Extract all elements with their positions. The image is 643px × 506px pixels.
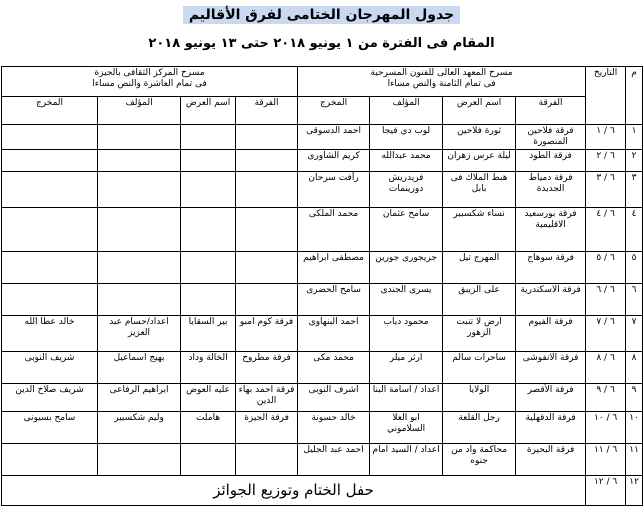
row-number: ٢ [626, 150, 643, 172]
row-date: ٦ / ٨ [586, 352, 626, 384]
show-cell: هبط الملاك فى بابل [443, 172, 516, 208]
row-date: ٦ / ٩ [586, 384, 626, 412]
show-cell: محاكمة واد من جنوه [443, 444, 516, 476]
show-2-cell: بير السقايا [181, 316, 236, 352]
author-cell: اعداد / السيد امام [370, 444, 443, 476]
director-2-cell: شريف النوبى [2, 352, 98, 384]
show-2-cell [181, 150, 236, 172]
show-2-cell [181, 208, 236, 252]
table-row [2, 412, 643, 444]
venue-header-row [2, 67, 643, 97]
author-2-cell [98, 150, 181, 172]
header-director-2: المخرج [2, 97, 98, 125]
show-2-cell: الخالة وداد [181, 352, 236, 384]
author-cell: يسرى الجندى [370, 284, 443, 316]
troupe-cell: فرقة البحيرة [516, 444, 586, 476]
troupe-2-cell: فرقة كوم امبو [236, 316, 298, 352]
troupe-2-cell [236, 150, 298, 172]
show-cell: ثورة فلاحين [443, 125, 516, 150]
director-cell: خالد حسونة [298, 412, 370, 444]
document-title: جدول المهرجان الختامى لفرق الأقاليم [183, 6, 460, 24]
document-subtitle: المقام فى الفترة من ١ يونيو ٢٠١٨ حتى ١٣ يونيو ٢٠١٨ [148, 36, 495, 51]
column-header-row [2, 97, 643, 125]
row-date: ٦ / ١ [586, 125, 626, 150]
director-2-cell [2, 150, 98, 172]
title-wrap [0, 4, 643, 24]
author-cell: سامح عثمان [370, 208, 443, 252]
table-row [2, 352, 643, 384]
author-2-cell: بهيج اسماعيل [98, 352, 181, 384]
troupe-cell: فرقة الطود [516, 150, 586, 172]
row-date: ٦ / ١٢ [586, 476, 626, 506]
show-2-cell [181, 444, 236, 476]
header-num: م [626, 67, 643, 125]
author-cell: ارثر ميلر [370, 352, 443, 384]
director-cell: مصطفى ابراهيم [298, 252, 370, 284]
header-author-2: المؤلف [98, 97, 181, 125]
header-show: اسم العرض [443, 97, 516, 125]
director-cell: احمد الدسوقى [298, 125, 370, 150]
closing-ceremony: حفل الختام وتوزيع الجوائز [2, 476, 586, 506]
author-2-cell: ابراهيم الرفاعى [98, 384, 181, 412]
troupe-cell: فرقة الدقهلية [516, 412, 586, 444]
row-date: ٦ / ٤ [586, 208, 626, 252]
troupe-2-cell [236, 444, 298, 476]
director-cell: محمد الملكى [298, 208, 370, 252]
author-cell: فريدريش دورينمات [370, 172, 443, 208]
show-2-cell [181, 125, 236, 150]
troupe-cell: فرقة الانفوشى [516, 352, 586, 384]
table-row [2, 150, 643, 172]
author-2-cell [98, 172, 181, 208]
venue-2-time: فى تمام العاشرة والنص مساءا [92, 79, 207, 89]
author-cell: ابو العلا السلاموني [370, 412, 443, 444]
author-2-cell [98, 284, 181, 316]
show-cell: ليلة عرس زهران [443, 150, 516, 172]
troupe-cell: فرقة الاسكندرية [516, 284, 586, 316]
header-director: المخرج [298, 97, 370, 125]
director-cell: رأفت سرحان [298, 172, 370, 208]
table-row [2, 444, 643, 476]
header-troupe: الفرقة [516, 97, 586, 125]
troupe-2-cell [236, 172, 298, 208]
row-number: ١٢ [626, 476, 643, 506]
director-cell: كريم الشاورى [298, 150, 370, 172]
show-cell: الولايا [443, 384, 516, 412]
header-author: المؤلف [370, 97, 443, 125]
show-cell: على الزيبق [443, 284, 516, 316]
show-2-cell [181, 252, 236, 284]
row-number: ٧ [626, 316, 643, 352]
author-2-cell: وليم شكسبير [98, 412, 181, 444]
director-cell: احمد البنهاوى [298, 316, 370, 352]
row-number: ١٠ [626, 412, 643, 444]
director-cell: سامح الحضرى [298, 284, 370, 316]
venue-1-header [298, 67, 586, 97]
director-cell: اشرف النوبى [298, 384, 370, 412]
show-cell: ساحرات سالم [443, 352, 516, 384]
header-troupe-2: الفرقة [236, 97, 298, 125]
show-cell: رجل القلعة [443, 412, 516, 444]
table-row [2, 252, 643, 284]
row-number: ٦ [626, 284, 643, 316]
row-number: ٤ [626, 208, 643, 252]
director-2-cell: سامح بسيونى [2, 412, 98, 444]
show-cell: ارض لا تنبت الزهور [443, 316, 516, 352]
troupe-2-cell [236, 252, 298, 284]
row-date: ٦ / ١٠ [586, 412, 626, 444]
author-2-cell [98, 208, 181, 252]
author-cell: اعداد / اسامة البنا [370, 384, 443, 412]
author-2-cell [98, 125, 181, 150]
troupe-2-cell [236, 284, 298, 316]
row-date: ٦ / ٧ [586, 316, 626, 352]
troupe-cell: فرقة سوهاج [516, 252, 586, 284]
show-2-cell [181, 284, 236, 316]
director-2-cell [2, 208, 98, 252]
troupe-2-cell: فرقة احمد بهاء الدين [236, 384, 298, 412]
director-2-cell [2, 444, 98, 476]
troupe-cell: فرقة بورسعيد الاقليمية [516, 208, 586, 252]
table-row [2, 316, 643, 352]
row-number: ٣ [626, 172, 643, 208]
director-cell: محمد مكى [298, 352, 370, 384]
row-number: ٥ [626, 252, 643, 284]
row-date: ٦ / ٥ [586, 252, 626, 284]
director-2-cell [2, 125, 98, 150]
show-2-cell [181, 172, 236, 208]
venue-1-name: مسرح المعهد العالى للفنون المسرحية [370, 68, 513, 78]
director-2-cell [2, 172, 98, 208]
troupe-cell: فرقة الأقصر [516, 384, 586, 412]
schedule-table [1, 66, 643, 506]
row-number: ١١ [626, 444, 643, 476]
row-date: ٦ / ٢ [586, 150, 626, 172]
show-cell: المهرج تيل [443, 252, 516, 284]
director-2-cell: شريف صلاح الدين [2, 384, 98, 412]
author-cell: محمود دياب [370, 316, 443, 352]
author-2-cell: اعداد/حسام عبد العزيز [98, 316, 181, 352]
director-2-cell [2, 284, 98, 316]
troupe-2-cell [236, 125, 298, 150]
schedule-body [2, 125, 643, 506]
row-date: ٦ / ٣ [586, 172, 626, 208]
troupe-2-cell [236, 208, 298, 252]
troupe-2-cell: فرقة الجيزة [236, 412, 298, 444]
director-2-cell: خالد عطا الله [2, 316, 98, 352]
closing-row [2, 476, 643, 506]
author-2-cell [98, 252, 181, 284]
troupe-cell: فرقة فلاحين المنصورة [516, 125, 586, 150]
header-date: التاريخ [586, 67, 626, 125]
table-row [2, 172, 643, 208]
venue-2-header [2, 67, 298, 97]
director-2-cell [2, 252, 98, 284]
venue-2-name: مسرح المركز الثقافى بالجيزة [94, 68, 205, 78]
table-row [2, 284, 643, 316]
row-number: ١ [626, 125, 643, 150]
author-cell: جريجورى جورين [370, 252, 443, 284]
show-2-cell: هاملت [181, 412, 236, 444]
table-row [2, 208, 643, 252]
venue-1-time: فى تمام الثامنة والنص مساءا [387, 79, 496, 89]
troupe-2-cell: فرقة مطروح [236, 352, 298, 384]
troupe-cell: فرقة الفيوم [516, 316, 586, 352]
author-cell: محمد عبدالله [370, 150, 443, 172]
director-cell: احمد عبد الجليل [298, 444, 370, 476]
row-date: ٦ / ١١ [586, 444, 626, 476]
table-row [2, 125, 643, 150]
row-number: ٩ [626, 384, 643, 412]
row-number: ٨ [626, 352, 643, 384]
table-row [2, 384, 643, 412]
troupe-cell: فرقة دمياط الجديدة [516, 172, 586, 208]
row-date: ٦ / ٦ [586, 284, 626, 316]
header-show-2: اسم العرض [181, 97, 236, 125]
author-cell: لوب دي فيجا [370, 125, 443, 150]
show-cell: نساء شكسبير [443, 208, 516, 252]
show-2-cell: عليه العوض [181, 384, 236, 412]
author-2-cell [98, 444, 181, 476]
